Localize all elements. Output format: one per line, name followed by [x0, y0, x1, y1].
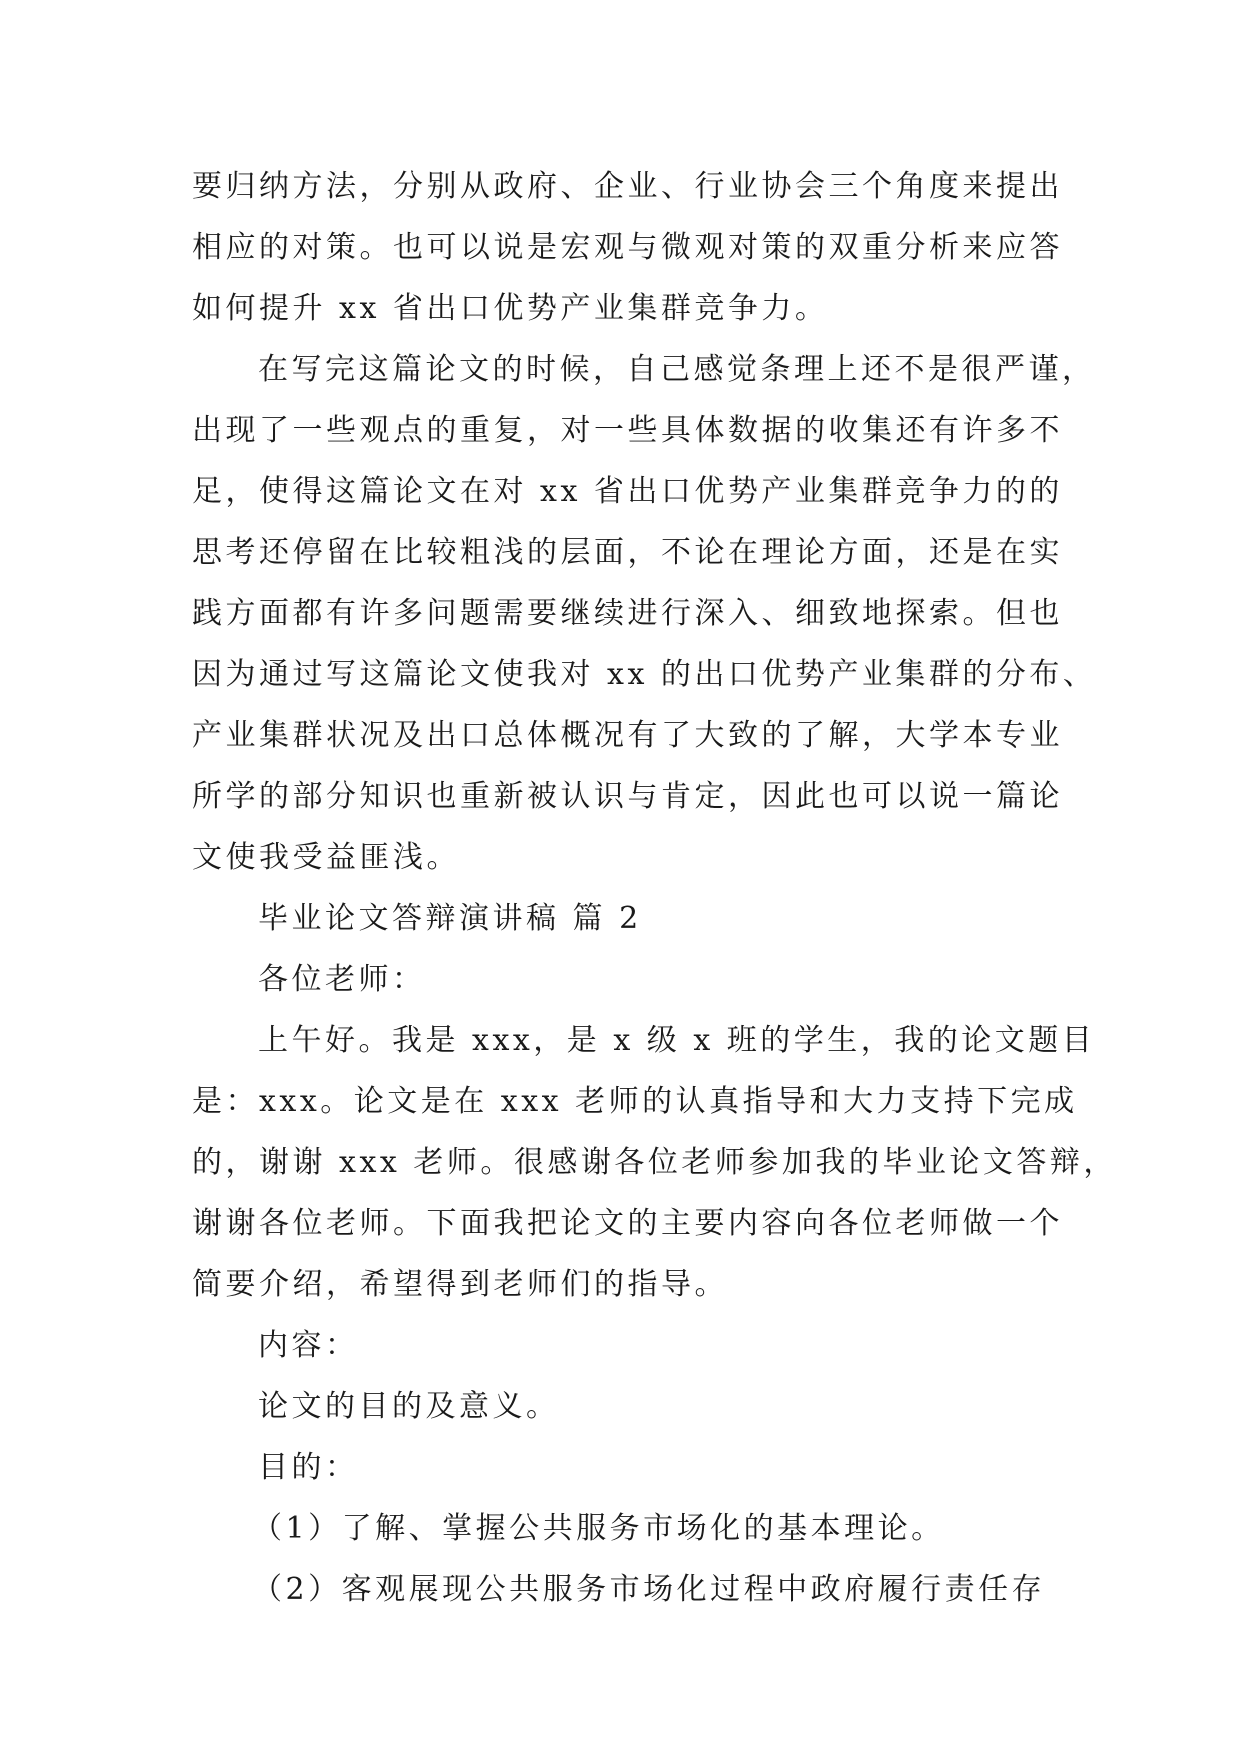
list-item: （1）了解、掌握公共服务市场化的基本理论。: [252, 1511, 945, 1546]
paragraph-line: 论文的目的及意义。: [258, 1389, 560, 1424]
paragraph-line: 上午好。我是 xxx，是 x 级 x 班的学生，我的论文题目: [258, 1023, 1096, 1058]
purpose-label: 目的：: [258, 1450, 359, 1485]
paragraph-line: 产业集群状况及出口总体概况有了大致的了解，大学本专业: [192, 718, 1063, 753]
paragraph-line: 是：xxx。论文是在 xxx 老师的认真指导和大力支持下完成: [192, 1084, 1078, 1119]
paragraph-line: 思考还停留在比较粗浅的层面，不论在理论方面，还是在实: [192, 535, 1063, 570]
paragraph-line: 如何提升 xx 省出口优势产业集群竞争力。: [192, 291, 829, 326]
paragraph-line: 的，谢谢 xxx 老师。很感谢各位老师参加我的毕业论文答辩，: [192, 1145, 1117, 1180]
salutation: 各位老师：: [258, 962, 426, 997]
paragraph-line: 因为通过写这篇论文使我对 xx 的出口优势产业集群的分布、: [192, 657, 1097, 692]
list-item: （2）客观展现公共服务市场化过程中政府履行责任存: [252, 1572, 1046, 1607]
document-body: [192, 156, 1117, 1620]
content-label: 内容：: [258, 1328, 359, 1363]
paragraph-line: 简要介绍，希望得到老师们的指导。: [192, 1267, 728, 1302]
paragraph-line: 所学的部分知识也重新被认识与肯定，因此也可以说一篇论: [192, 779, 1063, 814]
paragraph-line: 相应的对策。也可以说是宏观与微观对策的双重分析来应答: [192, 230, 1063, 265]
paragraph-line: 践方面都有许多问题需要继续进行深入、细致地探索。但也: [192, 596, 1063, 631]
paragraph-line: 谢谢各位老师。下面我把论文的主要内容向各位老师做一个: [192, 1206, 1063, 1241]
paragraph-line: 文使我受益匪浅。: [192, 840, 460, 875]
paragraph-line: 要归纳方法，分别从政府、企业、行业协会三个角度来提出: [192, 169, 1063, 204]
paragraph-line: 出现了一些观点的重复，对一些具体数据的收集还有许多不: [192, 413, 1063, 448]
section-heading: 毕业论文答辩演讲稿 篇 2: [258, 901, 642, 936]
paragraph-line: 在写完这篇论文的时候，自己感觉条理上还不是很严谨，: [258, 352, 1096, 387]
paragraph-line: 足，使得这篇论文在对 xx 省出口优势产业集群竞争力的的: [192, 474, 1063, 509]
